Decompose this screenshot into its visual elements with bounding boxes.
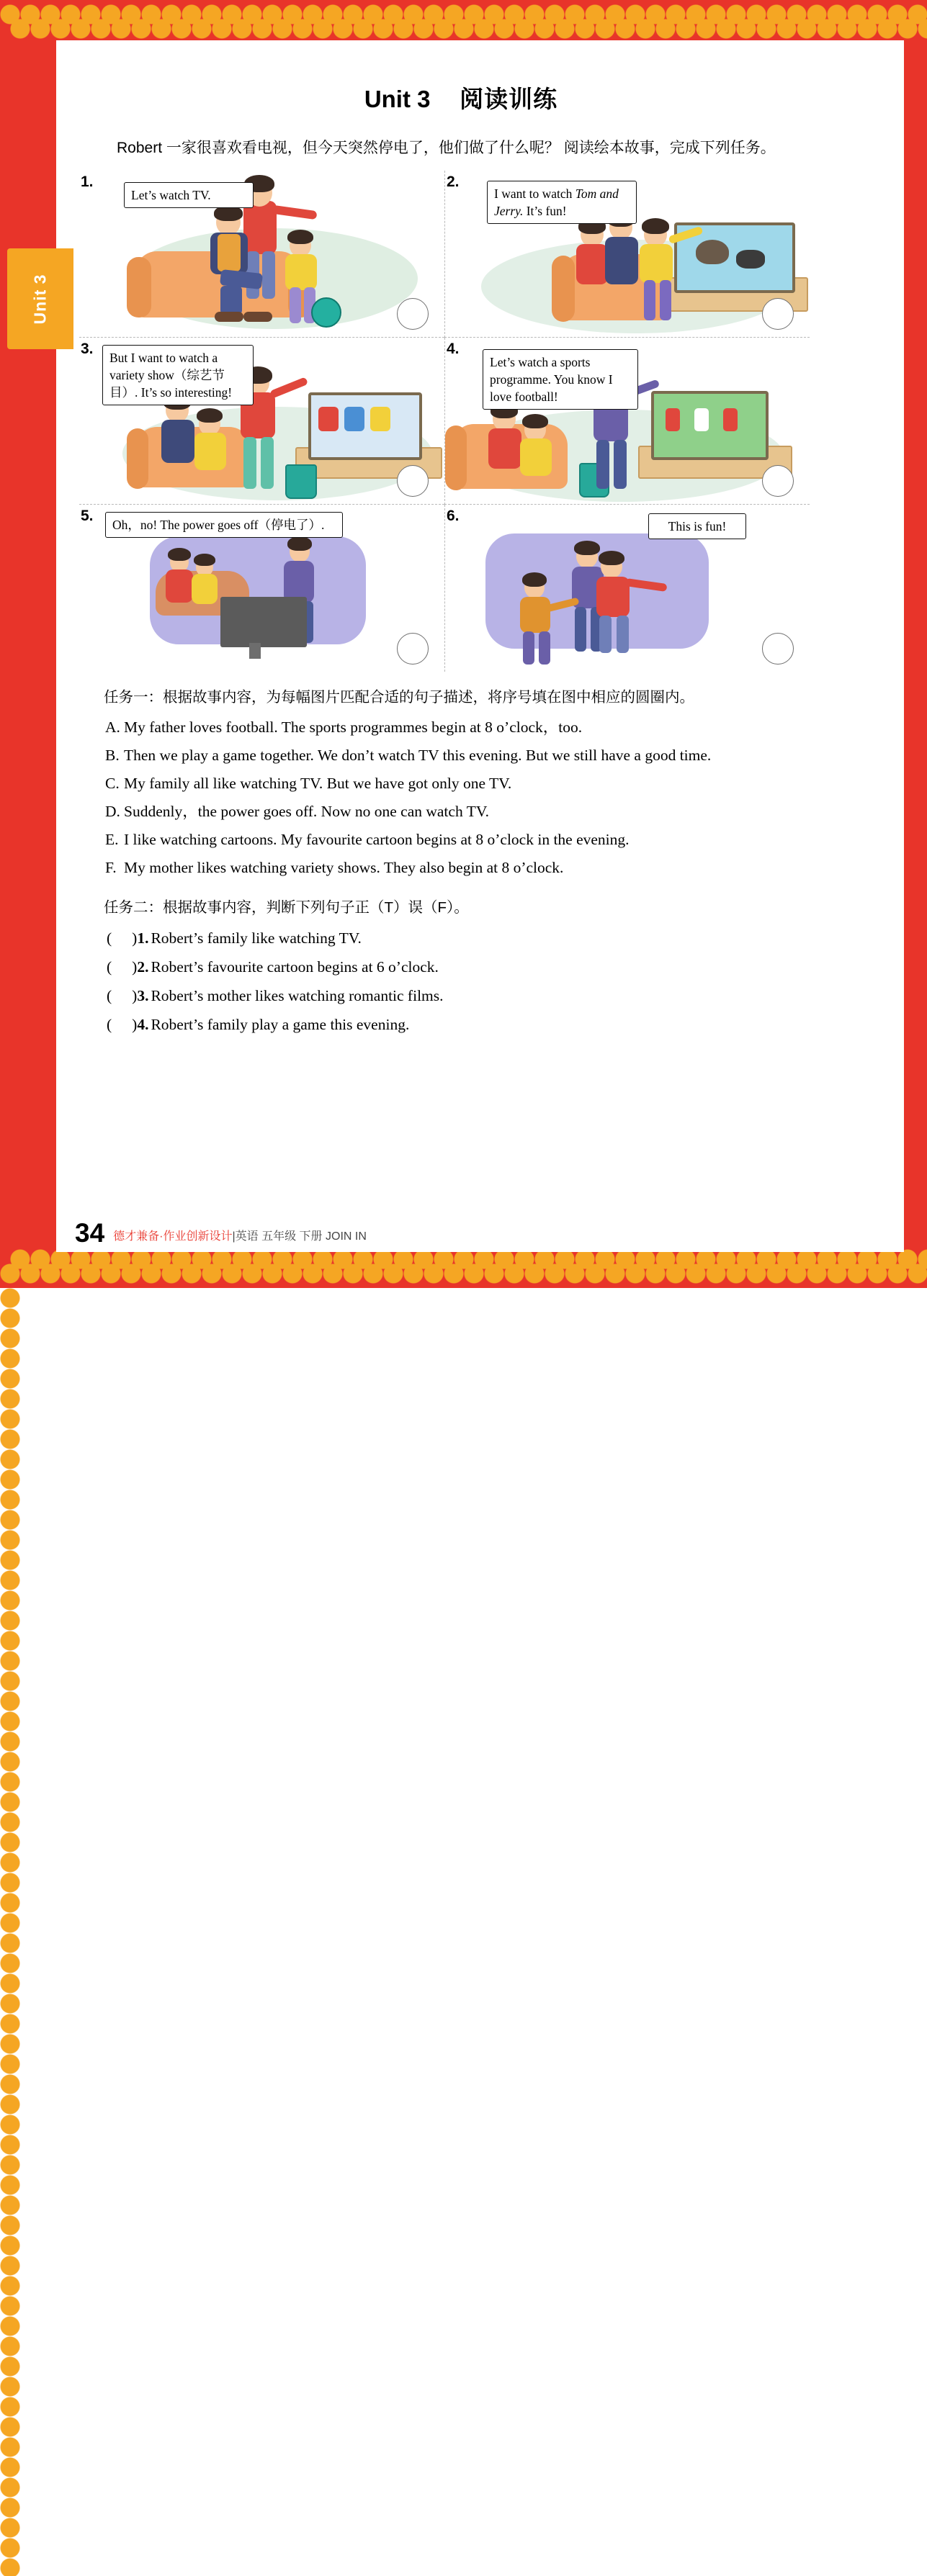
footer-brand: 德才兼备·作业创新设计 bbox=[113, 1230, 233, 1243]
panel-2-bubble-post: It’s fun! bbox=[523, 204, 567, 218]
panel-6-answer-circle[interactable] bbox=[762, 633, 794, 665]
tf-1-open-paren: ( bbox=[107, 929, 131, 947]
border-scallop-top-inner bbox=[10, 19, 927, 39]
panel-1-answer-circle[interactable] bbox=[397, 298, 429, 330]
task-one-option-f bbox=[105, 854, 843, 882]
tf-4-number: 4. bbox=[137, 1016, 149, 1033]
option-b-text: Then we play a game together. We don’t watch TV this evening. But we still have a good time. bbox=[124, 747, 712, 764]
footer-meta: |英语 五年级 下册 JOIN IN bbox=[232, 1230, 367, 1243]
page-footer bbox=[75, 1220, 831, 1246]
option-e-label: E. bbox=[105, 831, 119, 848]
option-e-text: I like watching cartoons. My favourite cartoon begins at 8 o’clock in the evening. bbox=[124, 831, 630, 848]
option-c-label: C. bbox=[105, 775, 120, 792]
panel-2-speech-bubble bbox=[487, 181, 637, 224]
task-two-item-4 bbox=[107, 1010, 843, 1039]
task-one-heading: 任务一：根据故事内容，为每幅图片匹配合适的句子描述，将序号填在图中相应的圆圈内。 bbox=[104, 689, 694, 706]
page-title-text: 阅读训练 bbox=[460, 86, 558, 112]
task-two-item-3 bbox=[107, 981, 843, 1010]
tf-1-close-paren: ) bbox=[132, 929, 138, 947]
intro-paragraph: Robert 一家很喜欢看电视，但今天突然停电了，他们做了什么呢？ 阅读绘本故事，完成下列任务。 bbox=[117, 140, 776, 156]
option-a-text: My father loves football. The sports programmes begin at 8 o’clock，too. bbox=[124, 719, 583, 736]
unit-side-tab-label: Unit 3 bbox=[30, 274, 50, 324]
panel-6-illustration bbox=[445, 505, 810, 672]
tf-4-close-paren: ) bbox=[132, 1016, 138, 1033]
comic-row-1 bbox=[79, 171, 810, 338]
comic-panel-5 bbox=[79, 505, 444, 672]
panel-2-answer-circle[interactable] bbox=[762, 298, 794, 330]
tf-3-open-paren: ( bbox=[107, 987, 131, 1004]
tf-2-text: Robert’s favourite cartoon begins at 6 o’clock. bbox=[151, 958, 439, 976]
option-c-text: My family all like watching TV. But we have got only one TV. bbox=[124, 775, 512, 792]
task-one-option-e bbox=[105, 826, 843, 854]
panel-5-number: 5. bbox=[81, 508, 94, 524]
panel-2-bubble-italic: Tom and Jerry. bbox=[494, 186, 619, 218]
comic-panel-2 bbox=[444, 171, 810, 338]
tf-1-number: 1. bbox=[137, 929, 149, 947]
page-title-unit: Unit 3 bbox=[364, 86, 431, 112]
task-one-option-a bbox=[105, 713, 843, 742]
task-one-option-c bbox=[105, 770, 843, 798]
comic-row-2 bbox=[79, 338, 810, 505]
task-one-option-d bbox=[105, 798, 843, 826]
tf-3-text: Robert’s mother likes watching romantic films. bbox=[151, 987, 444, 1004]
panel-3-number: 3. bbox=[81, 341, 94, 357]
panel-2-number: 2. bbox=[447, 174, 460, 190]
tf-2-open-paren: ( bbox=[107, 958, 131, 976]
comic-panel-4 bbox=[444, 338, 810, 505]
tf-2-number: 2. bbox=[137, 958, 149, 976]
panel-4-answer-circle[interactable] bbox=[762, 465, 794, 497]
tf-3-number: 3. bbox=[137, 987, 149, 1004]
option-a-label: A. bbox=[105, 719, 120, 736]
panel-2-bubble-pre: I want to watch bbox=[494, 186, 576, 201]
tf-3-close-paren: ) bbox=[132, 987, 138, 1004]
unit-side-tab bbox=[7, 248, 73, 349]
panel-3-answer-circle[interactable] bbox=[397, 465, 429, 497]
tf-2-close-paren: ) bbox=[132, 958, 138, 976]
comic-panel-1 bbox=[79, 171, 444, 338]
option-f-label: F. bbox=[105, 859, 117, 876]
panel-4-speech-bubble: Let’s watch a sports programme. You know I love football! bbox=[483, 349, 638, 410]
task-two-heading: 任务二：根据故事内容，判断下列句子正（T）误（F）。 bbox=[104, 899, 469, 916]
tf-4-text: Robert’s family play a game this evening. bbox=[151, 1016, 410, 1033]
page-number: 34 bbox=[75, 1218, 105, 1248]
worksheet-content bbox=[79, 58, 843, 1039]
tf-4-open-paren: ( bbox=[107, 1016, 131, 1033]
panel-1-number: 1. bbox=[81, 174, 94, 190]
panel-5-speech-bubble: Oh，no! The power goes off（停电了）. bbox=[105, 512, 343, 538]
panel-1-speech-bubble: Let’s watch TV. bbox=[124, 182, 254, 208]
task-one-option-b bbox=[105, 742, 843, 770]
option-d-label: D. bbox=[105, 803, 120, 820]
option-f-text: My mother likes watching variety shows. They also begin at 8 o’clock. bbox=[124, 859, 564, 876]
panel-6-speech-bubble: This is fun! bbox=[648, 513, 746, 539]
panel-4-number: 4. bbox=[447, 341, 460, 357]
page-title bbox=[79, 81, 843, 114]
comic-strip bbox=[79, 171, 810, 672]
footer-info bbox=[113, 1227, 367, 1246]
tf-1-text: Robert’s family like watching TV. bbox=[151, 929, 362, 947]
border-scallop-bottom-inner bbox=[10, 1249, 927, 1269]
option-b-label: B. bbox=[105, 747, 120, 764]
panel-3-speech-bubble: But I want to watch a variety show（综艺节目）. It’s so interesting! bbox=[102, 345, 254, 405]
task-two-item-1 bbox=[107, 924, 843, 953]
task-two-item-2 bbox=[107, 953, 843, 981]
panel-6-number: 6. bbox=[447, 508, 460, 524]
option-d-text: Suddenly，the power goes off. Now no one can watch TV. bbox=[124, 803, 489, 820]
comic-panel-6 bbox=[444, 505, 810, 672]
border-scallop-left-inner bbox=[0, 1288, 20, 2576]
panel-5-answer-circle[interactable] bbox=[397, 633, 429, 665]
comic-panel-3 bbox=[79, 338, 444, 505]
comic-row-3 bbox=[79, 505, 810, 672]
